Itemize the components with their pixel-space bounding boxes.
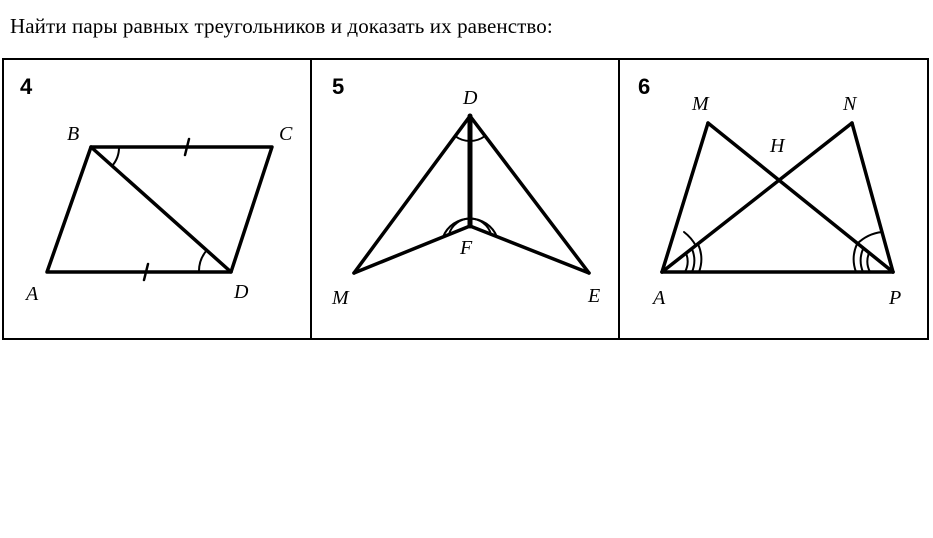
point-label-n: N xyxy=(843,93,857,115)
point-label-d: D xyxy=(463,87,478,109)
point-label-e: E xyxy=(588,285,601,307)
point-label-c: C xyxy=(279,123,293,145)
angle-arc-p-3 xyxy=(867,253,870,272)
segment-mp xyxy=(708,123,893,272)
problem-4-panel xyxy=(2,58,312,340)
point-label-f: F xyxy=(460,237,473,259)
point-label-m: M xyxy=(692,93,709,115)
problem-4-figure xyxy=(4,60,310,338)
angle-arc-a-2 xyxy=(692,249,694,272)
angle-arc-b xyxy=(112,147,119,166)
angle-arc-a-1 xyxy=(698,244,701,272)
point-label-m: M xyxy=(332,287,349,309)
problem-6-figure xyxy=(620,60,927,338)
segment-np xyxy=(852,123,893,272)
problem-5-panel xyxy=(310,58,620,340)
problems-table xyxy=(2,58,929,342)
problem-number: 4 xyxy=(20,74,33,99)
angle-arc-d xyxy=(199,250,207,272)
point-label-d: D xyxy=(234,281,249,303)
point-label-a: A xyxy=(653,287,666,309)
angle-arc-a-single xyxy=(684,232,696,246)
point-label-h: H xyxy=(770,135,785,157)
problem-6-panel xyxy=(618,58,929,340)
task-title: Найти пары равных треугольников и доказать их равенство: xyxy=(10,14,553,38)
problem-number: 6 xyxy=(638,74,651,99)
point-label-p: P xyxy=(889,287,902,309)
angle-arc-p-1 xyxy=(854,244,857,272)
point-label-a: A xyxy=(26,283,39,305)
point-label-b: B xyxy=(67,123,80,145)
angle-arc-p-single xyxy=(857,232,882,244)
angle-arc-p-2 xyxy=(861,249,863,272)
segment-an xyxy=(662,123,852,272)
problem-5-figure xyxy=(312,60,618,338)
problem-number: 5 xyxy=(332,74,345,99)
